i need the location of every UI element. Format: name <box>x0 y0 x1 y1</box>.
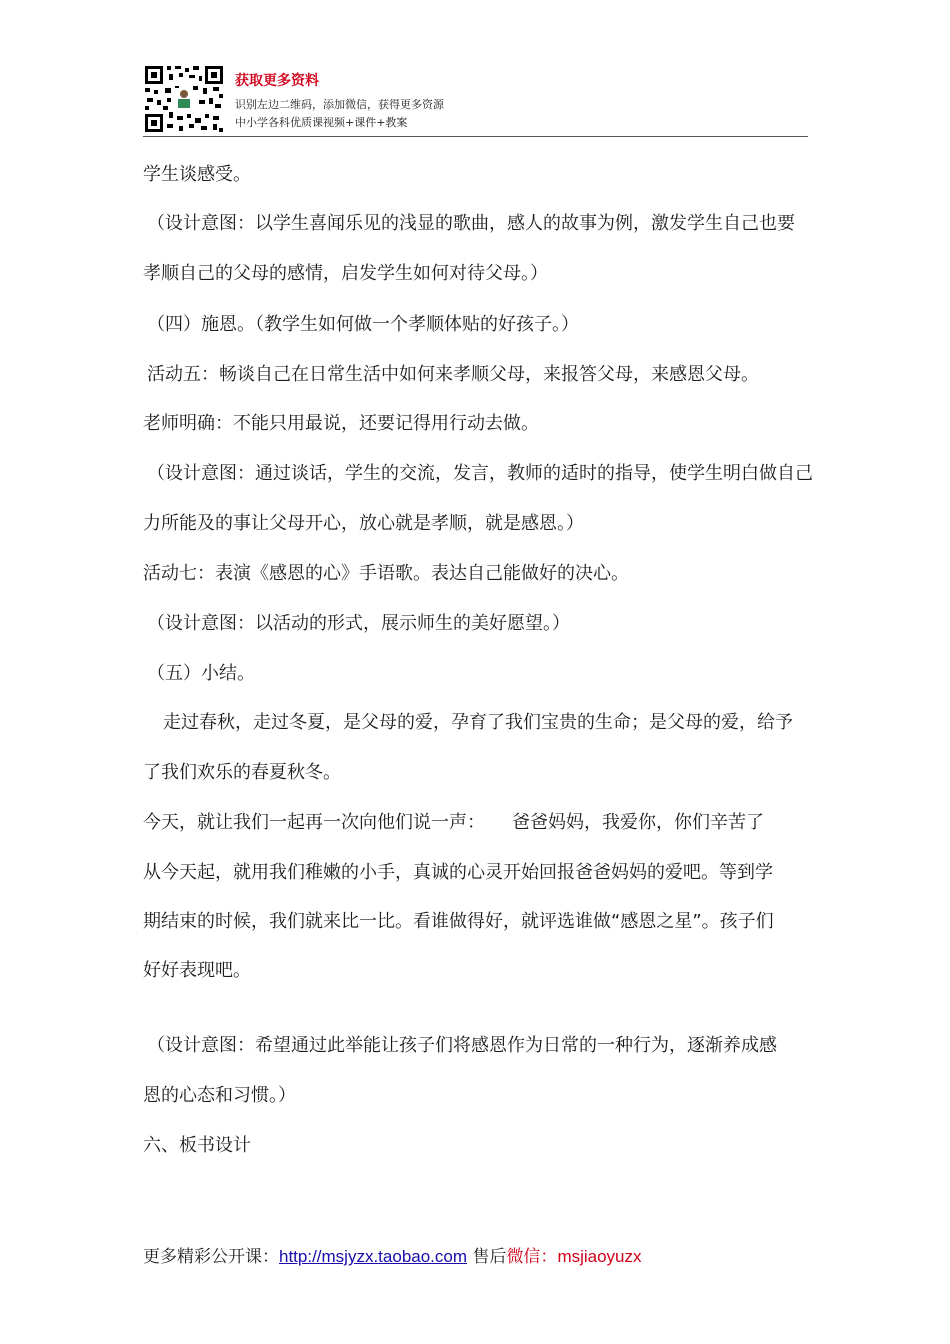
paragraph: 恩的心态和习惯。） <box>143 1085 296 1106</box>
paragraph: （设计意图：以学生喜闻乐见的浅显的歌曲，感人的故事为例，激发学生自己也要 <box>147 213 795 234</box>
paragraph: 孝顺自己的父母的感情，启发学生如何对待父母。） <box>143 263 548 284</box>
paragraph: （设计意图：通过谈话，学生的交流，发言，教师的适时的指导，使学生明白做自己 <box>147 463 813 484</box>
paragraph: 活动五：畅谈自己在日常生活中如何来孝顺父母，来报答父母，来感恩父母。 <box>147 364 759 385</box>
header-tagline: 中小学各科优质课视频+课件+教案 <box>235 116 408 129</box>
header-subtitle: 识别左边二维码，添加微信，获得更多资源 <box>235 98 444 111</box>
paragraph: （设计意图：以活动的形式，展示师生的美好愿望。） <box>147 613 570 634</box>
paragraph: 期结束的时候，我们就来比一比。看谁做得好，就评选谁做“感恩之星”。孩子们 <box>143 911 774 932</box>
paragraph: 走过春秋，走过冬夏，是父母的爱，孕育了我们宝贵的生命；是父母的爱，给予 <box>163 712 793 733</box>
paragraph: （五）小结。 <box>147 663 255 684</box>
section-heading: 六、板书设计 <box>143 1135 251 1156</box>
footer-wechat-id: msjiaoyuzx <box>557 1247 642 1266</box>
paragraph: 学生谈感受。 <box>143 164 251 185</box>
footer <box>143 1242 642 1267</box>
footer-after-sales: 售后 <box>467 1247 507 1267</box>
qr-code-icon <box>143 64 225 134</box>
paragraph: 了我们欢乐的春夏秋冬。 <box>143 762 341 783</box>
paragraph: 活动七：表演《感恩的心》手语歌。表达自己能做好的决心。 <box>143 563 629 584</box>
footer-wechat-label: 微信： <box>506 1247 558 1267</box>
paragraph: 力所能及的事让父母开心，放心就是孝顺，就是感恩。） <box>143 513 584 534</box>
footer-prefix: 更多精彩公开课： <box>143 1247 279 1267</box>
header-banner <box>143 64 808 137</box>
footer-link[interactable]: http://msjyzx.taobao.com <box>279 1247 468 1266</box>
paragraph: 今天，就让我们一起再一次向他们说一声： 爸爸妈妈，我爱你，你们辛苦了 <box>143 812 764 833</box>
paragraph: （四）施恩。（教学生如何做一个孝顺体贴的好孩子。） <box>147 314 579 335</box>
header-title: 获取更多资料 <box>235 73 319 89</box>
paragraph: 老师明确：不能只用最说，还要记得用行动去做。 <box>143 413 539 434</box>
paragraph: （设计意图：希望通过此举能让孩子们将感恩作为日常的一种行为，逐渐养成感 <box>147 1035 777 1056</box>
paragraph: 从今天起，就用我们稚嫩的小手，真诚的心灵开始回报爸爸妈妈的爱吧。等到学 <box>143 862 773 883</box>
paragraph: 好好表现吧。 <box>143 960 251 981</box>
header-divider <box>143 136 808 137</box>
